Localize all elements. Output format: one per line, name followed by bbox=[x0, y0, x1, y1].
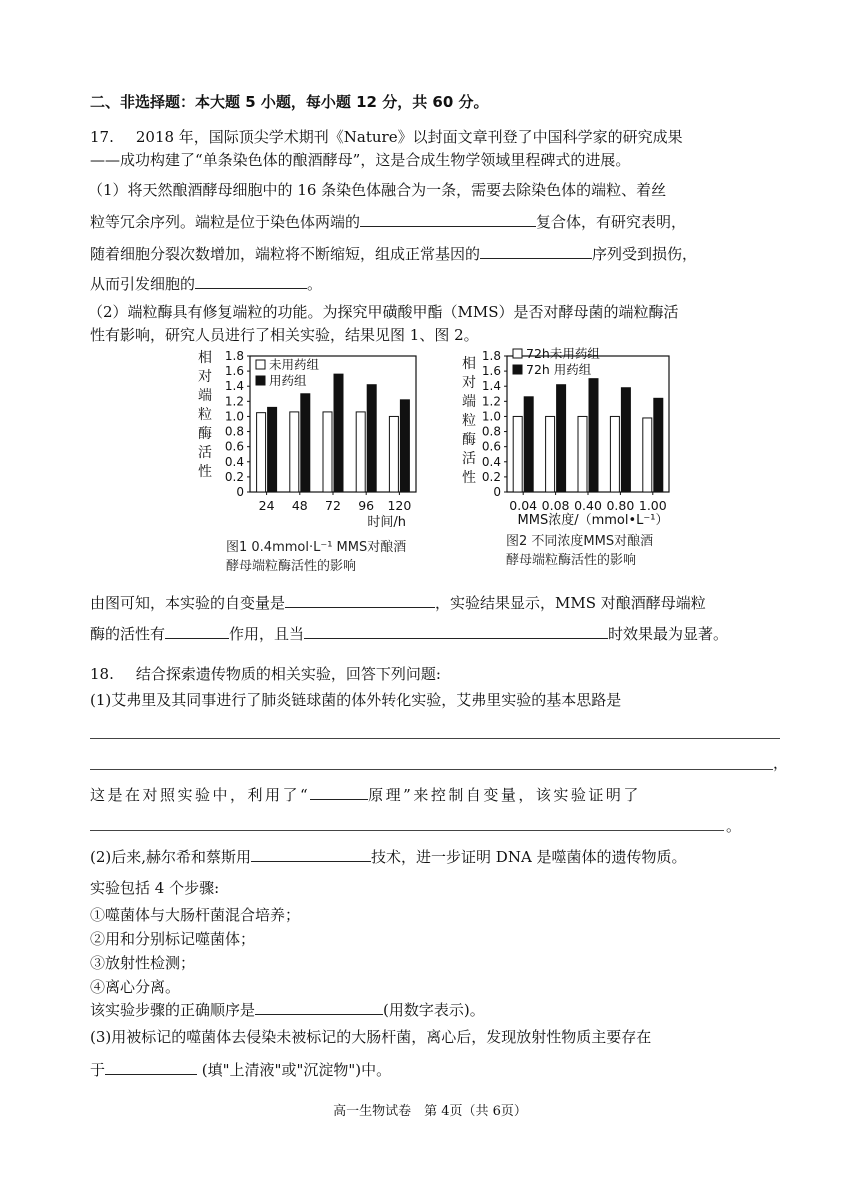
bar-control bbox=[643, 418, 652, 492]
bar-treated bbox=[621, 388, 630, 492]
section-title: 二、非选择题：本大题 5 小题，每小题 12 分，共 60 分。 bbox=[90, 93, 489, 111]
q18-comma: ， bbox=[773, 754, 789, 772]
q17-number: 17. bbox=[90, 128, 114, 146]
q18-p2-line2: 实验包括 4 个步骤: bbox=[90, 879, 220, 897]
y-axis-label-char: 性 bbox=[462, 470, 476, 486]
answer-blank-location[interactable] bbox=[105, 1060, 197, 1075]
y-tick-label: 0 bbox=[493, 485, 501, 499]
legend-swatch bbox=[513, 365, 522, 374]
q17-after-line2-a: 酶的活性有 bbox=[90, 625, 166, 643]
q18-line1-text: 结合探索遗传物质的相关实验，回答下列问题: bbox=[135, 665, 441, 683]
y-tick-label: 0.8 bbox=[481, 424, 501, 439]
y-axis-label-char: 端 bbox=[462, 394, 476, 410]
answer-blank-gene-sequence[interactable] bbox=[480, 244, 592, 259]
y-tick-label: 1.4 bbox=[481, 379, 501, 394]
y-tick-label: 0.4 bbox=[481, 454, 501, 469]
figure-2-caption-line1: 图2 不同浓度MMS对酿酒 bbox=[506, 534, 654, 549]
q18-p3-line2-a: 于 bbox=[90, 1061, 106, 1079]
bar-control bbox=[578, 416, 587, 492]
y-axis-label-char: 相 bbox=[462, 356, 476, 372]
q17-after-line1-a: 由图可知，本实验的自变量是 bbox=[90, 594, 286, 612]
q18-p2-line1-a: (2)后来,赫尔希和蔡斯用 bbox=[90, 848, 252, 866]
bar-control bbox=[323, 412, 332, 492]
x-tick-label: 0.08 bbox=[541, 498, 570, 513]
legend-label: 72h 用药组 bbox=[526, 362, 592, 377]
q18-p1-line5-end: 。 bbox=[726, 817, 742, 835]
q17-p1-line3-end: 序列受到损伤， bbox=[592, 245, 698, 263]
y-axis-label-char: 端 bbox=[198, 388, 212, 404]
q18-p3-line2 bbox=[90, 1060, 391, 1080]
y-tick-label: 0.4 bbox=[224, 454, 244, 469]
figure-2-caption bbox=[506, 532, 653, 570]
q17-after-line2-c: 时效果最为显著。 bbox=[608, 625, 729, 643]
bar-treated bbox=[268, 407, 277, 492]
y-tick-label: 0.6 bbox=[224, 439, 244, 454]
q18-p1-line1: (1)艾弗里及其同事进行了肺炎链球菌的体外转化实验，艾弗里实验的基本思路是 bbox=[90, 691, 622, 709]
q18-p3-line1: (3)用被标记的噬菌体去侵染未被标记的大肠杆菌，离心后，发现放射性物质主要存在 bbox=[90, 1028, 652, 1046]
bar-control bbox=[290, 412, 299, 492]
y-axis-label-char: 对 bbox=[198, 369, 212, 385]
q18-order-b: (用数字表示)。 bbox=[383, 1001, 485, 1019]
q18-step2: ②用和分别标记噬菌体； bbox=[90, 930, 256, 948]
legend-swatch bbox=[256, 376, 265, 385]
answer-blank-technique[interactable] bbox=[251, 847, 371, 862]
q18-order bbox=[90, 1000, 485, 1020]
q18-p1-line4-b: 原理”来控制自变量，该实验证明了 bbox=[368, 786, 641, 804]
q17-p2-line1: （2）端粒酶具有修复端粒的功能。为探究甲磺酸甲酯（MMS）是否对酵母菌的端粒酶活 bbox=[88, 303, 679, 321]
q18-number: 18. bbox=[90, 665, 114, 683]
answer-blank-condition[interactable] bbox=[304, 624, 608, 639]
bar-treated bbox=[557, 385, 566, 492]
y-axis-label-char: 酶 bbox=[462, 432, 476, 448]
q17-p1-line3-text: 随着细胞分裂次数增加，端粒将不断缩短，组成正常基因的 bbox=[90, 245, 481, 263]
bar-control bbox=[257, 413, 266, 492]
q17-p1-line1: （1）将天然酿酒酵母细胞中的 16 条染色体融合为一条，需要去除染色体的端粒、着丝 bbox=[88, 181, 667, 199]
figure-1-caption-line2: 酵母端粒酶活性的影响 bbox=[226, 559, 357, 574]
bar-treated bbox=[400, 400, 409, 492]
figure-1-caption-line1: 图1 0.4mmol·L⁻¹ MMS对酿酒 bbox=[226, 540, 407, 555]
answer-blank-effect[interactable] bbox=[165, 624, 229, 639]
bar-treated bbox=[589, 379, 598, 492]
bar-treated bbox=[654, 398, 663, 492]
y-tick-label: 0.2 bbox=[481, 469, 501, 484]
legend-swatch bbox=[513, 349, 522, 358]
legend-label: 用药组 bbox=[269, 373, 307, 388]
answer-line-2[interactable] bbox=[90, 769, 773, 770]
x-tick-label: 0.04 bbox=[509, 498, 538, 513]
y-axis-label-char: 粒 bbox=[198, 407, 212, 423]
q18-order-a: 该实验步骤的正确顺序是 bbox=[90, 1001, 256, 1019]
y-tick-label: 1.2 bbox=[481, 394, 501, 409]
answer-blank-order[interactable] bbox=[255, 1000, 383, 1015]
legend-swatch bbox=[256, 360, 265, 369]
q17-p1-line2-text: 粒等冗余序列。端粒是位于染色体两端的 bbox=[90, 213, 361, 231]
q18-p2-line1-b: 技术，进一步证明 DNA 是噬菌体的遗传物质。 bbox=[371, 848, 687, 866]
q17-p1-line4 bbox=[90, 274, 322, 294]
answer-line-1[interactable] bbox=[90, 738, 780, 739]
y-axis-label-char: 活 bbox=[462, 451, 476, 467]
q17-after-line2 bbox=[90, 624, 728, 644]
q17-intro-line2: ——成功构建了“单条染色体的酿酒酵母”，这是合成生物学领域里程碑式的进展。 bbox=[90, 151, 631, 169]
y-axis-label-char: 相 bbox=[198, 350, 212, 366]
legend-label: 未用药组 bbox=[269, 357, 320, 372]
x-tick-label: 120 bbox=[387, 498, 412, 513]
x-tick-label: 96 bbox=[358, 498, 375, 513]
figure-2-caption-line2: 酵母端粒酶活性的影响 bbox=[506, 553, 637, 568]
y-tick-label: 1.0 bbox=[481, 409, 501, 424]
y-axis-label-char: 对 bbox=[462, 375, 476, 391]
y-axis-label-char: 性 bbox=[198, 464, 212, 480]
figure-1-caption bbox=[226, 538, 406, 576]
q17-line1-text: 2018 年，国际顶尖学术期刊《Nature》以封面文章刊登了中国科学家的研究成果 bbox=[135, 128, 683, 146]
y-tick-label: 1.4 bbox=[224, 379, 244, 394]
y-axis-label-char: 粒 bbox=[462, 413, 476, 429]
y-axis-label-char: 酶 bbox=[198, 426, 212, 442]
q17-after-line1 bbox=[90, 593, 706, 613]
legend-label: 72h未用药组 bbox=[526, 346, 600, 361]
q18-p2-line1 bbox=[90, 847, 687, 867]
y-tick-label: 1.2 bbox=[224, 394, 244, 409]
y-tick-label: 1.0 bbox=[224, 409, 244, 424]
q18-p1-line4-a: 这是在对照实验中，利用了“ bbox=[90, 786, 311, 804]
answer-line-3[interactable] bbox=[90, 830, 724, 831]
bar-control bbox=[356, 412, 365, 492]
bar-treated bbox=[524, 397, 533, 492]
q18-step1: ①噬菌体与大肠杆菌混合培养； bbox=[90, 906, 301, 924]
bar-control bbox=[513, 416, 522, 492]
y-tick-label: 1.8 bbox=[224, 349, 244, 363]
y-tick-label: 0 bbox=[236, 485, 244, 499]
y-tick-label: 1.6 bbox=[224, 364, 244, 379]
answer-blank-telomere[interactable] bbox=[360, 212, 536, 227]
answer-blank-cell-effect[interactable] bbox=[195, 274, 307, 289]
bar-treated bbox=[367, 385, 376, 492]
y-axis-label-char: 活 bbox=[198, 445, 212, 461]
x-tick-label: 0.40 bbox=[574, 498, 602, 513]
q17-after-line2-b: 作用，且当 bbox=[229, 625, 305, 643]
q18-intro bbox=[90, 664, 441, 684]
y-tick-label: 1.8 bbox=[481, 349, 501, 363]
q17-after-line1-b: ，实验结果显示，MMS 对酿酒酵母端粒 bbox=[435, 594, 706, 612]
q17-p1-line2-end: 复合体，有研究表明， bbox=[536, 213, 687, 231]
x-tick-label: 72 bbox=[325, 498, 341, 513]
answer-blank-principle[interactable] bbox=[310, 785, 368, 800]
x-tick-label: 24 bbox=[258, 498, 275, 513]
figure-1-bar-chart bbox=[190, 346, 430, 531]
x-axis-label: MMS浓度/（mmol•L⁻¹） bbox=[517, 513, 669, 528]
q17-p1-line4-end: 。 bbox=[307, 275, 323, 293]
q18-p3-line2-b: (填"上清液"或"沉淀物")中。 bbox=[201, 1061, 392, 1079]
y-tick-label: 0.8 bbox=[224, 424, 244, 439]
q18-step4: ④离心分离。 bbox=[90, 978, 181, 996]
figure-2-bar-chart bbox=[455, 346, 705, 531]
q17-p1-line2 bbox=[90, 212, 686, 232]
bar-control bbox=[546, 416, 555, 492]
page-footer: 高一生物试卷 第 4页（共 6页） bbox=[333, 1104, 527, 1119]
y-tick-label: 1.6 bbox=[481, 364, 501, 379]
y-tick-label: 0.2 bbox=[224, 469, 244, 484]
bar-treated bbox=[301, 394, 310, 492]
q17-p1-line4-text: 从而引发细胞的 bbox=[90, 275, 196, 293]
y-tick-label: 0.6 bbox=[481, 439, 501, 454]
q17-p1-line3 bbox=[90, 244, 697, 264]
q17-intro-line1 bbox=[90, 127, 683, 147]
x-tick-label: 48 bbox=[291, 498, 308, 513]
x-axis-label: 时间/h bbox=[367, 515, 406, 530]
bar-control bbox=[610, 416, 619, 492]
q17-p2-line2: 性有影响，研究人员进行了相关实验，结果见图 1、图 2。 bbox=[90, 326, 479, 344]
x-tick-label: 1.00 bbox=[638, 498, 667, 513]
bar-treated bbox=[334, 374, 343, 492]
q18-p1-line4 bbox=[90, 785, 641, 805]
q18-step3: ③放射性检测； bbox=[90, 954, 196, 972]
x-tick-label: 0.80 bbox=[606, 498, 635, 513]
bar-control bbox=[389, 416, 398, 492]
answer-blank-independent-variable[interactable] bbox=[285, 593, 435, 608]
